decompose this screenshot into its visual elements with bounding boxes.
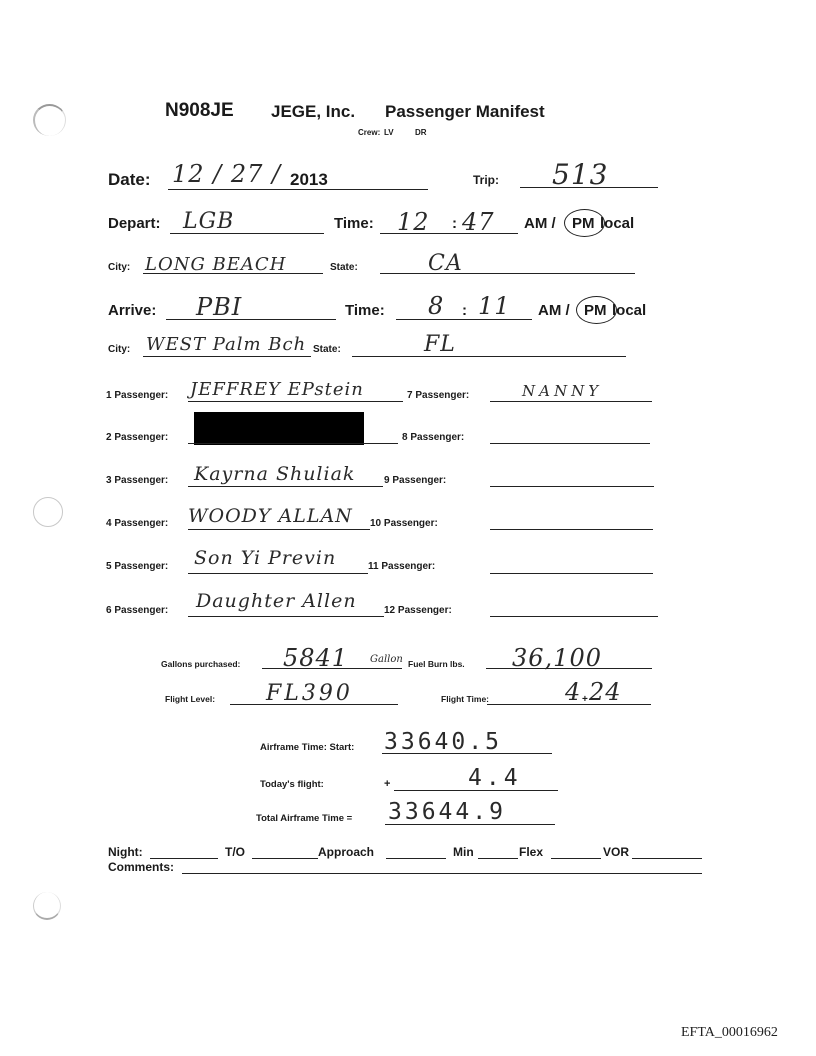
binder-hole-top [33,104,66,136]
flight-level-value: FL390 [266,681,353,706]
passenger-6-label: 6 Passenger: [106,605,169,616]
flight-level-label: Flight Level: [165,694,216,704]
passenger-7-name: NANNY [522,382,603,400]
crew-member-1: LV [384,128,394,137]
flight-time-underline [487,704,651,705]
depart-city-value: LONG BEACH [145,254,287,275]
passenger-11-underline [490,573,653,574]
company-name: JEGE, Inc. [271,102,356,121]
depart-pm-circle [564,209,605,237]
arrive-time-underline [396,319,532,320]
passenger-2-label: 2 Passenger: [106,432,169,443]
passenger-12-underline [490,616,658,617]
flex-underline [551,858,601,859]
arrive-state-label: State: [313,344,341,355]
arrive-state-underline [352,356,626,357]
takeoff-underline [252,858,318,859]
passenger-1-name: JEFFREY EPstein [190,379,364,400]
crew-label: Crew: [358,128,381,137]
arrive-time-hour: 8 [428,292,445,320]
takeoff-label: T/O [225,845,245,859]
binder-hole-bottom [33,892,61,920]
arrive-city-underline [143,356,311,357]
redaction-bar [194,412,364,445]
passenger-7-label: 7 Passenger: [407,390,470,401]
passenger-6-underline [188,616,384,617]
total-airframe-value: 33644.9 [388,799,506,825]
date-value: 12 / 27 / [172,160,282,188]
arrive-state-value: FL [424,332,456,357]
passenger-4-label: 4 Passenger: [106,518,169,529]
passenger-2-underline [188,443,398,444]
comments-underline [182,873,702,874]
passenger-3-underline [188,486,383,487]
passenger-3-label: 3 Passenger: [106,475,169,486]
flex-label: Flex [519,845,544,859]
airframe-start-label: Airframe Time: Start: [260,742,355,753]
arrive-pm: PM [584,302,607,319]
depart-local: local [600,215,635,232]
passenger-6-name: Daughter Allen [196,590,357,612]
passenger-1-underline [188,401,403,402]
todays-flight-value: 4.4 [468,765,522,791]
document-id: EFTA_00016962 [681,1025,778,1040]
min-label: Min [453,845,474,859]
airframe-start-underline [382,753,552,754]
depart-label: Depart: [108,215,161,232]
todays-flight-underline [394,790,558,791]
arrive-underline [166,319,336,320]
fuel-burn-value: 36,100 [512,644,602,672]
gallons-underline [262,668,402,669]
passenger-5-name: Son Yi Previn [194,547,337,569]
arrive-pm-circle [576,296,617,324]
passenger-4-name: WOODY ALLAN [188,505,353,527]
arrive-time-minute: 11 [478,292,511,320]
passenger-8-label: 8 Passenger: [402,432,465,443]
arrive-local: local [612,302,647,319]
depart-time-sep: : [452,215,457,232]
passenger-9-underline [490,486,654,487]
gallons-label: Gallons purchased: [161,659,241,669]
approach-label: Approach [318,845,375,859]
passenger-1-label: 1 Passenger: [106,390,169,401]
passenger-5-label: 5 Passenger: [106,561,169,572]
depart-time-hour: 12 [397,208,430,236]
passenger-7-underline [490,401,652,402]
date-label: Date: [108,170,151,189]
comments-label: Comments: [108,860,175,874]
gallons-value: 5841 [283,644,349,672]
flight-time-minutes: 24 [589,678,622,706]
flight-time-label: Flight Time: [441,694,490,704]
passenger-4-underline [188,529,370,530]
arrive-time-sep: : [462,302,467,319]
min-underline [478,858,518,859]
flight-time-sep: + [582,694,588,705]
approach-underline [386,858,446,859]
depart-pm: PM [572,215,595,232]
passenger-12-label: 12 Passenger: [384,605,452,616]
crew-member-2: DR [415,128,427,137]
fuel-burn-label: Fuel Burn lbs. [408,659,465,669]
passenger-5-underline [188,573,368,574]
vor-underline [632,858,702,859]
night-label: Night: [108,845,143,859]
vor-label: VOR [603,845,630,859]
passenger-9-label: 9 Passenger: [384,475,447,486]
passenger-11-label: 11 Passenger: [368,561,436,572]
gallons-unit: Gallon [370,654,403,665]
todays-flight-plus: + [384,778,391,790]
trip-underline [520,187,658,188]
depart-airport: LGB [183,209,235,234]
document-title: Passenger Manifest [385,102,545,121]
depart-time-underline [380,233,518,234]
depart-city-underline [143,273,323,274]
depart-city-label: City: [108,262,131,273]
depart-time-label: Time: [334,215,374,232]
depart-state-value: CA [428,251,463,276]
todays-flight-label: Today's flight: [260,779,324,790]
arrive-label: Arrive: [108,302,157,319]
date-year: 2013 [290,170,328,189]
arrive-city-value: WEST Palm Bch [146,334,307,355]
airframe-start-value: 33640.5 [384,729,502,755]
depart-underline [170,233,324,234]
trip-label: Trip: [473,173,499,187]
depart-time-minute: 47 [462,208,495,236]
date-underline [168,189,428,190]
depart-state-underline [380,273,635,274]
passenger-10-label: 10 Passenger: [370,518,438,529]
depart-am: AM / [524,215,556,232]
passenger-10-underline [490,529,653,530]
arrive-time-label: Time: [345,302,385,319]
passenger-3-name: Kayrna Shuliak [194,463,356,485]
night-underline [150,858,218,859]
passenger-8-underline [490,443,650,444]
depart-state-label: State: [330,262,358,273]
arrive-am: AM / [538,302,570,319]
fuel-burn-underline [486,668,652,669]
flight-time-hours: 4 [565,678,582,706]
arrive-airport: PBI [196,293,243,321]
binder-hole-middle [33,497,63,527]
total-airframe-label: Total Airframe Time = [256,813,353,824]
total-airframe-underline [385,824,555,825]
arrive-city-label: City: [108,344,131,355]
trip-number: 513 [552,158,609,191]
flight-level-underline [230,704,398,705]
aircraft-tail-number: N908JE [165,100,234,121]
